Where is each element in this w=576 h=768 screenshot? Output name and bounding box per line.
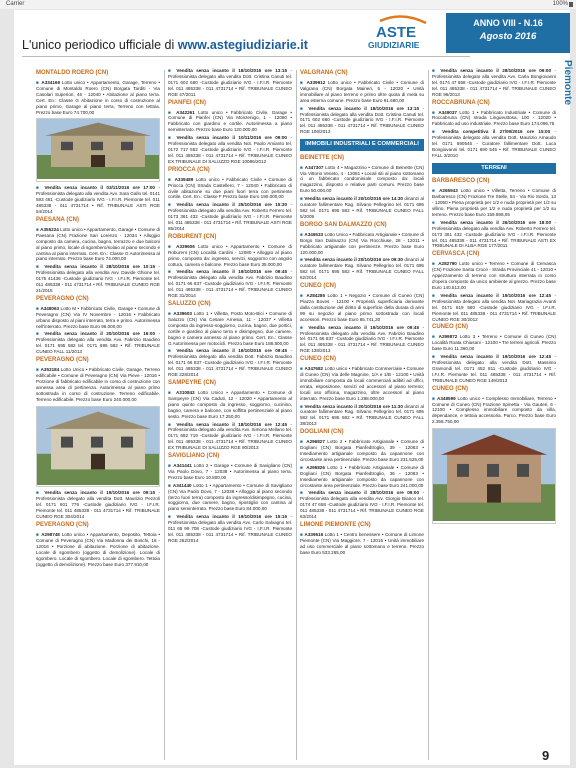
listing-text: Lotto unico • Appartamento, Deposito, Tettoia • Comune di Peveragno (CN) Via Madonna dei Boschi, 18 - 12016 • Porzione di abitazione. Porzione di abitazione. Locale di sgombero (oggetto di demolizione). Locale di sgombero. Locale di sgombero. Locale di sgombero. Tettoia (oggetto di demolizione). Prezzo base Euro 377.910,00: [36, 531, 160, 567]
listing-text: - Professionista delegato alla vendita Dott. Maurizio Pezzoli tel. 0171 601 776 -Custode giudiziario IVG - I.F.I.R. Piemonte tel. 011 485338 - 011 4731714 • Rif. TRIBUNALE CUNEO RGE 304/2014: [36, 490, 160, 520]
listing-lead: Vendita senza incanto il 03/11/2016 ore 17:00: [44, 185, 159, 191]
bullet-icon: ■: [432, 219, 441, 225]
listing-entry: [432, 129, 556, 159]
listing-lead: A347682: [304, 366, 325, 372]
listing-entry: [168, 202, 292, 232]
listing-entry: [432, 68, 556, 98]
listing-entry: [168, 244, 292, 268]
listing-lead: Vendita senza incanto il 19/10/2016 ore 09:15: [44, 490, 159, 496]
svg-text:GIUDIZIARIE: GIUDIZIARIE: [368, 40, 420, 50]
column-divider: [164, 70, 165, 760]
listing-entry: [432, 188, 556, 218]
listing-lead: Vendita senza incanto il 28/10/2016 ore 09:00: [440, 68, 555, 73]
listing-lead: A334169: [41, 80, 62, 85]
property-photo: [36, 406, 160, 488]
listing-text: - Professionista delegato alla vendita Dott. Cristina Canuti tel. 0171 602 660 -Custode giudiziario IVG - I.F.I.R. Piemonte tel. 011 485338 - 011 4731714 • Rif. TRIBUNALE CUNEO RGE 106/2013: [300, 105, 424, 135]
listing-lead: Vendita senza incanto il 28/10/2016 ore 10:15: [44, 264, 159, 270]
listing-lead: Vendita senza incanto il 19/10/2016 ore 09:45: [176, 269, 291, 275]
listing-lead: A353184: [40, 367, 61, 373]
listing-text: Lotto 1 • Villetta, Posto Moto-Bici • Comune di Saluzzo (CN) Via Cesare Arnesia, 11 - 12037 • Villetta composta da ingresso-soggiorno, cucina, bagno, due portici, cortile e giardino al piano terra e disimpegno, due camere, bagno e camera annesso al piano primo. Cert. En.: Classe G Autorimessa per motocicli. Prezzo base Euro 188.800,00: [168, 311, 292, 346]
issue-badge: [446, 13, 570, 53]
city-heading: PEVERAGNO (CN): [36, 521, 89, 528]
bullet-icon: ■: [432, 188, 440, 194]
listing-text: dinanzi al curatore fallimentare Rag. Silvano Pellegrino tel. 0171 695 582 tel. 0171 695 582 • Rif. TRIBUNALE CUNEO FALL 5/2009: [300, 196, 424, 219]
listing-lead: A265943: [439, 188, 461, 194]
bullet-icon: ■: [168, 421, 177, 427]
listing-entry: [300, 490, 424, 520]
listing-lead: A341441: [173, 463, 194, 469]
listing-text: Lotto unico • Fabbricato Commerciale • Comune di Cuneo (CN) Via delle Magnine, 1/A e 1/B - 12100 • Unità immobiliare composta da locali commerciali adibiti ad uffici, errata, esposizione, servizi ed accessori al piano terreno; locali uso officina, magazzino, oltre accessori al piano interrato. Prezzo base Euro 1.288.000,00: [300, 366, 424, 401]
listing-entry: [168, 348, 292, 378]
listing-lead: A348599: [437, 395, 458, 401]
bullet-icon: ■: [300, 80, 307, 85]
bullet-icon: ■: [36, 490, 45, 496]
listing-entry: [36, 490, 160, 520]
listing-lead: A339606: [176, 243, 199, 249]
listing-text: - Professionista delegato alla vendita Not. Mariagrazia Avanti tel. 0171 619 560 -Custode giudiziario IVG - I.F.I.R. Piemonte tel. 011 485338 - 011 4731714 • Rif. TRIBUNALE CUNEO RGE 30/2012: [432, 292, 556, 322]
listing-lead: Vendita senza incanto il 10/11/2016 ore 09:00: [176, 135, 291, 141]
city-heading: PAESANA (CN): [36, 216, 79, 223]
listing-lead: Vendita senza incanto il 19/10/2016 ore 12:45: [440, 354, 555, 360]
listing-entry: [432, 293, 556, 323]
bullet-icon: ■: [300, 464, 307, 470]
listing-text: - Professionista delegato alla vendita Avv. Sara Gallo tel. 0141 593 461 -Custode giudiziario IVG - I.F.I.R. Piemonte tel. 011 485338 - 011 4731714 • Rif. TRIBUNALE ASTI RGE 54/2014: [36, 185, 160, 214]
listing-lead: Vendita senza incanto il 20/10/2016 ore 14:30: [304, 196, 405, 202]
city-heading: CUNEO (CN): [300, 283, 336, 290]
listing-entry: [168, 177, 292, 201]
listing-text: - Professionista delegato alla vendita Avv. Giorgio Bianco tel. 0174 47 658 -Custode giudiziario IVG - I.F.I.R. Piemonte tel. 011 485338 - 011 4731714 • Rif. TRIBUNALE CUNEO RGE 63/2014: [300, 490, 424, 520]
listing-lead: A339603: [173, 311, 194, 316]
listing-lead: A346533: [304, 231, 325, 237]
listing-lead: Vendita senza incanto il 19/10/2016 ore 09:45: [308, 324, 423, 330]
listing-entry: [300, 325, 424, 355]
listing-text: Lotto unico • Terreno • Comune di Cervasca (CN) Frazione Santa Croce - Strada Provinciale 41 - 12010 • Appezzamento di terreno con struttura interrata in corso d'opera composto da unico ambiente al grezzo. Prezzo base Euro 140.513,00: [432, 261, 556, 290]
listing-text: Lotto unico • Fabbricato Civile, Garage • Comune di Pianfei (CN) Via Monzenigo, 1 - 12060 • Fabbricato con giardino e cortile. Autorimessa a piano seminterrato. Prezzo base Euro 120.000,00: [168, 109, 292, 133]
city-heading: PEVERAGNO (CN): [36, 357, 89, 364]
bullet-icon: ■: [300, 490, 309, 496]
bullet-icon: ■: [300, 105, 309, 111]
listing-entry: [168, 390, 292, 420]
bullet-icon: ■: [36, 531, 42, 537]
page-header: [14, 10, 570, 56]
bullet-icon: ■: [432, 129, 443, 135]
bullet-icon: ■: [300, 324, 309, 330]
listing-entry: [432, 396, 556, 426]
bullet-icon: ■: [168, 482, 173, 488]
listing-lead: Vendita competitiva il 27/09/2016 ore 15:00: [442, 129, 555, 135]
listing-entry: [36, 185, 160, 215]
listing-entry: [432, 261, 556, 291]
issue-number: ANNO VIII - N.16: [473, 18, 543, 28]
listing-text: - Professionista delegato alla vendita Dott. Maurizio Arnaudo tel. 0171 690545 - Curatore fallimentare Dott. Luca Bongiovanni tel. 0171 690 545 • Rif. TRIBUNALE CUNEO FALL 3/2010: [432, 129, 556, 158]
magazine-page: [14, 10, 573, 765]
listing-text: Lotto 1 • Appartamento • Comune di Savigliano (CN) Via Paolo Dovo, 7 - 12038 • Alloggio al piano secondo (terzo fuori terra) composto da ingresso/disimpegno, cucina, soggiorno, due camere, bagno, ripostiglio con cantina al piano seminterrato. Prezzo base Euro 84.000,00: [168, 482, 292, 512]
bullet-icon: ■: [300, 439, 307, 445]
city-heading: BARBARESCO (CN): [432, 178, 490, 185]
listing-lead: A299872: [438, 334, 460, 340]
listing-entry: [168, 135, 292, 165]
listing-text: Lotto unico • Complesso Immobiliare, Terreno • Comune di Cuneo (CN) Frazione Spinetta - Via Gauteri, 6 - 12100 • Complesso immobiliare composto da villa, dependance, e tettoia accessoria. Parco. Prezzo base Euro 2.358.750,00: [432, 395, 556, 425]
svg-text:ASTE: ASTE: [376, 24, 417, 41]
listing-lead: Vendita senza incanto il 18/10/2016 ore 12:45: [176, 421, 291, 427]
listing-column-2: [168, 68, 292, 743]
city-heading: MONTALDO ROERO (CN): [36, 70, 109, 76]
battery-icon: [569, 2, 573, 7]
listing-text: Lotto unico • Appartamento, Garage • Comune di Paesana (CN) Frazione San Lorenzo - 12034 • Alloggio composto da camera, cucina, bagno, terrazzo e due balconi al piano primo, locale di sgombero/solaio al piano secondo e cantina al piano interrato. Cert. En.: Classe G Autorimessa al piano interrato. Prezzo base Euro 74.000,00: [36, 226, 160, 262]
listing-column-1: [36, 68, 160, 743]
page-number: 9: [542, 748, 550, 763]
listing-lead: A349037: [438, 109, 460, 115]
listing-lead: Vendita senza incanto il 19/10/2016 ore 09:45: [176, 348, 291, 354]
bullet-icon: ■: [168, 243, 177, 249]
listing-entry: [432, 334, 556, 352]
bullet-icon: ■: [300, 366, 305, 372]
listing-lead: A284285: [306, 293, 328, 299]
listing-column-3: [300, 68, 424, 743]
bullet-icon: ■: [300, 231, 305, 237]
listing-text: - Professionista delegato alla vendita Dott. Cristina Canuti tel. 0171 602 660 -Custode giudiziario IVG - I.F.I.R. Piemonte tel. 011 485338 - 011 4731714 • Rif. TRIBUNALE CUNEO RGE 47/2011: [168, 68, 292, 97]
listing-entry: [300, 465, 424, 489]
bullet-icon: ■: [168, 311, 174, 316]
listing-lead: A355224: [40, 226, 61, 232]
bullet-icon: ■: [36, 264, 45, 270]
listing-lead: Vendita senza incanto il 20/10/2016 ore 16:00: [44, 331, 159, 337]
listing-text: - Professionista delegato alla vendita Avv. Carlo Salvagno tel. 011 65 99 708 -Custode giudiziario IVG - I.F.I.R. Piemonte tel. 011 485338 - 011 4731714 • Rif. TRIBUNALE CUNEO RGE 252/2014: [168, 514, 292, 543]
listing-lead: A341440: [172, 482, 194, 488]
listing-text: dinanzi al curatore fallimentare Rag. Silvano Pellegrino tel. 0171 695 582 tel. 0171 695 582 • Rif. TRIBUNALE CUNEO FALL 62/2014: [300, 257, 424, 281]
bullet-icon: ■: [432, 68, 441, 73]
bullet-icon: ■: [36, 80, 42, 85]
city-heading: SALUZZO (CN): [168, 301, 211, 307]
bullet-icon: ■: [168, 514, 177, 520]
city-heading: PRIOCCA (CN): [168, 166, 210, 173]
listing-lead: Vendita senza incanto il 20/10/2016 ore 11:30: [304, 403, 405, 409]
city-heading: BORGO SAN DALMAZZO (CN): [300, 221, 387, 228]
bullet-icon: ■: [168, 348, 177, 354]
listing-entry: [300, 257, 424, 281]
listing-entry: [168, 68, 292, 98]
listing-lead: Vendita senza incanto il 26/10/2016 ore 18:00: [440, 219, 555, 225]
listing-text: Lotto 1 • Negozio • Comune di Cuneo (CN) Piazza Boves - 12100 • Proprietà superficiaria derivante dalla costituzione del diritto di superficie della durata di anni 99 su negozio al piano primo sottostrada con locali accessori. Prezzo base Euro 85.741,20: [300, 293, 424, 322]
listing-text: - Professionista delegato alla vendita Avv. Carla Bongiovanni tel. 0174 47 658 -Custode giudiziario IVG - I.F.I.R. Piemonte tel. 011 485338 - 011 4731714 • Rif. TRIBUNALE CUNEO RGE 96/2013: [432, 68, 556, 97]
listing-lead: A296827: [306, 439, 328, 445]
listing-text: Lotto unico • Villetta, Terreno • Comune di Barbaresco (CN) Frazione Tre Stelle, 54 - Via Rio Sordo, 13 - 12050 • Piena proprietà per 1/2 e nuda proprietà per 1/2 su villino. Piena proprietà per 1/2 e nuda proprietà per 1/2 su terreno. Prezzo base Euro 159.898,05: [432, 188, 556, 217]
bullet-icon: ■: [432, 334, 439, 340]
listing-lead: A298748: [41, 531, 62, 537]
site-link[interactable]: www.astegiudiziarie.it: [177, 38, 308, 52]
listing-text: Lotto Unico • Fabbricato Civile, Garage, Terreno edificabile • Comune di Peveragno (CN) Via Pieve - 12016 • Porzione di fabbricato edificabile in corso di costruzione con annessa area di pertinenza. Autorimessa al piano primo sottostrada in corso di costruzione. Terreno edificabile. Terreno edificabile. Prezzo base Euro 240.000,00: [36, 367, 160, 402]
bullet-icon: ■: [300, 293, 307, 299]
listing-entry: [432, 354, 556, 384]
bullet-icon: ■: [36, 367, 41, 373]
listing-entry: [168, 311, 292, 346]
bullet-icon: ■: [300, 257, 305, 263]
listing-text: Lotto 1 • Fabbricato Artigianale • Comune di Dogliani (CN) Borgata Pianfedtroglio, 36 - 12063 • Insediamento artigianale composto da capannone con circostante area pertinenziale. Prezzo base Euro 241.000,00: [300, 464, 424, 488]
bullet-icon: ■: [168, 389, 176, 395]
city-heading: ROCCABRUNA (CN): [432, 99, 490, 106]
listing-entry: [168, 422, 292, 452]
listing-lead: A339489: [174, 176, 196, 182]
listing-entry: [168, 463, 292, 481]
bullet-icon: ■: [36, 185, 45, 191]
listing-entry: [432, 110, 556, 128]
listing-lead: Vendita senza incanto il 25/10/2016 ore 15:30: [176, 202, 291, 208]
listing-lead: A296826: [306, 464, 328, 470]
listing-lead: A347307: [304, 164, 326, 170]
city-heading: VALGRANA (CN): [300, 70, 348, 76]
listing-lead: Vendita senza incanto il 18/10/2016 ore 13:15: [176, 68, 291, 73]
bullet-icon: ■: [168, 109, 177, 115]
city-heading: CUNEO (CN): [432, 324, 468, 331]
listing-lead: A282790: [438, 261, 460, 267]
bullet-icon: ■: [36, 305, 41, 311]
bullet-icon: ■: [168, 202, 177, 208]
city-heading: PIANFEI (CN): [168, 99, 206, 106]
section-banner: IMMOBILI INDUSTRIALI E COMMERCIALI: [300, 139, 424, 151]
listing-text: Lotto 1 • Centro benessere • Comune di Limone Piemonte (CN) Via Maggiore, 7 - 12015 • Unità immobiliare ad uso commerciale al piano sottomano e terreno. Prezzo base Euro 533.265,00: [300, 531, 424, 555]
listing-entry: [36, 227, 160, 262]
listing-lead: A310843: [175, 389, 198, 395]
bullet-icon: ■: [168, 269, 177, 275]
listing-text: - Professionista delegato alla vendita Avv. Fabrizio Baudino tel. 0171 695 582 tel. 0171 695 582 • Rif. TRIBUNALE CUNEO FALL 11/2013: [36, 331, 160, 355]
city-heading: DOGLIANI (CN): [300, 429, 344, 436]
listing-lead: Vendita senza incanto il 28/10/2016 ore 09:00: [308, 490, 423, 496]
listing-text: Lotto 2 • Garage • Comune di Savigliano (CN) Via Paolo Dovo, 7 - 12038 • Autorimessa al piano terra. Prezzo base Euro 10.800,00: [168, 463, 292, 480]
listing-text: Lotto Unico • Appartamento • Comune di Sampeyre (CN) Via Caduti, 12 - 12020 • Appartamento al piano quinto composto da ingresso, soggiorno, cucinino, bagno, camera e balcone, con soffitta pertinenziale al piano sesto. Prezzo base Euro 17.250,00: [168, 389, 292, 419]
column-divider: [296, 70, 297, 760]
bullet-icon: ■: [300, 531, 305, 537]
city-heading: PEVERAGNO (CN): [36, 295, 89, 302]
listing-text: - Professionista delegato alla vendita Avv. Fabrizio Baudino tel. 0171 66 837 -Custode giudiziario IVG - I.F.I.R. Piemonte tel. 011 485338 - 011 4731714 • Rif. TRIBUNALE CUNEO RGE 31/2014: [168, 269, 292, 299]
bullet-icon: ■: [168, 176, 175, 182]
column-divider: [428, 70, 429, 760]
listing-text: - Professionista delegato alla vendita Avv. Roberto Ferrero tel. 0173 361 432 -Custode giudiziario IVG - I.F.I.R. Piemonte tel. 011 485338 - 011 4731714 • Rif. TRIBUNALE ASTI EX TRIBUNALE DI ALBA RGE 177/2011: [432, 219, 556, 249]
city-heading: CUNEO (CN): [300, 356, 336, 363]
listing-column-4: [432, 68, 556, 743]
listing-entry: [432, 220, 556, 250]
city-heading: ROBURENT (CN): [168, 233, 217, 240]
listing-entry: [300, 532, 424, 556]
bullet-icon: ■: [300, 196, 305, 202]
header-divider: [22, 56, 470, 57]
bullet-icon: ■: [432, 261, 439, 267]
listing-entry: [300, 293, 424, 323]
listing-entry: [300, 165, 424, 195]
listing-lead: A339912: [306, 80, 328, 85]
section-banner: TERRENI: [432, 163, 556, 175]
listing-text: Lotto unico • Appartamento • Comune di Roburent (CN) Località Cardini - 12080 • Alloggio al piano primo, composto da: ingresso, servizi, soggiorno con angolo cottura, camera e balcone. Prezzo base Euro 35.000,00: [168, 243, 292, 267]
listing-entry: [168, 110, 292, 134]
page-tagline: [22, 38, 308, 52]
listing-lead: A339516: [304, 531, 325, 537]
issue-date: Agosto 2016: [479, 31, 537, 42]
bullet-icon: ■: [168, 463, 174, 469]
property-photo: [432, 428, 556, 524]
listing-lead: Vendita senza incanto il 19/10/2016 ore 15:15: [176, 514, 291, 520]
listing-lead: A348063: [40, 305, 61, 311]
listing-lead: Vendita senza incanto il 20/10/2016 ore 09:30: [304, 257, 405, 263]
bullet-icon: ■: [432, 354, 441, 360]
tagline-prefix: L'unico periodico ufficiale di: [22, 38, 178, 52]
city-heading: CERVASCA (CN): [432, 251, 480, 258]
listing-text: Lotto 4 • Magazzino • Comune di Beinette (CN) Via Vittorio Veneto, 4 - 12081 • Locali siti al piano sottomano ci un fabbricato condominiale composto da: locali magazzino, disposto e relative parti comuni. Prezzo base Euro 50.000,00: [300, 164, 424, 194]
listing-entry: [168, 514, 292, 544]
bullet-icon: ■: [300, 164, 305, 170]
city-heading: SAMPEYRE (CN): [168, 379, 217, 386]
listing-entry: [300, 106, 424, 136]
listing-entry: [300, 404, 424, 428]
listing-text: Lotto 2 • Fabbricato Artigianale • Comune di Dogliani (CN) Borgata Pianfedtroglio, 39 - 12063 • Insediamento artigianale composto da capannone con circostante area pertinenziale. Prezzo base Euro 231.525,00: [300, 439, 424, 462]
listing-text: Lotto unico • Fabbricato Civile • Comune di Priocca (CN) Strada Castellero, 7 - 12040 • Fabbricato di civile abitazione su due piani fuori terra con pertinente cortile. Cert. En.: Classe F Prezzo base Euro 190.000,00: [168, 176, 292, 200]
listing-entry: [36, 367, 160, 402]
bullet-icon: ■: [432, 109, 439, 115]
listing-text: Lotto 1 • Fabbricato Industriale • Comune di Roccabruna (CN) strada Lingueuttosa, 100 - 12020 • Fabbricato ad uso industriale. Prezzo base Euro 174.096,75: [432, 109, 556, 127]
listing-entry: [168, 483, 292, 513]
bullet-icon: ■: [432, 395, 438, 401]
listing-entry: [300, 439, 424, 463]
bullet-icon: ■: [36, 331, 45, 337]
aste-giudiziarie-logo: [364, 15, 439, 53]
city-heading: SAVIGLIANO (CN): [168, 453, 220, 460]
carrier-label: Carrier: [6, 1, 25, 7]
listing-entry: [36, 306, 160, 330]
listing-entry: [36, 264, 160, 294]
listing-entry: [300, 366, 424, 401]
region-side-label: Piemonte: [562, 60, 573, 106]
listing-text: - Professionista delegato alla vendita Not. Paolo Amianto tel. 0172 717 552 -Custode giudiziario IVG - I.F.I.R. Piemonte tel. 011 485338 - 011 4731714 • Rif. TRIBUNALE CUNEO EX TRIBUNALE DI SALUZZO RGE 10086/2012: [168, 135, 292, 164]
listing-entry: [300, 232, 424, 256]
city-heading: CUNEO (CN): [432, 385, 468, 392]
listing-lead: Vendita senza incanto il 19/10/2016 ore 12:45: [440, 292, 555, 298]
listing-text: Lotto Unico • Fabbricato Artigianale • Comune di Borgo San Dalmazzo (CN) Via Rocchiuse, 28 - 12011 • Fabbricato artigianale con pertinenze. Prezzo base Euro 120.000,00: [300, 231, 424, 255]
listing-text: Lotto M • Fabbricato Civile, Garage • Comune di Peveragno (CN) Via IV Novembre - 12016 • Fabbricato urbano disposto al piani interrato, terra e primo. Autorimessa nell'interrato. Prezzo base Euro 96.000,00: [36, 305, 160, 329]
listing-entry: [300, 80, 424, 104]
listing-text: dinanzi al curatore fallimentare Rag. Silvano Pellegrino tel. 0171 695 582 tel. 0171 695 582 • Rif. TRIBUNALE CUNEO FALL 38/2013: [300, 403, 424, 427]
listing-text: Lotto unico • Fabbricato Civile • Comune di Valgrana (CN) Borgata Maineri, 5 - 12020 • Unità immobiliare al piano terreno e primo oltre quota di metà su area esterna comune. Prezzo base Euro 91.680,00: [300, 80, 424, 103]
listing-text: Lotto 3 • Terreno • Comune di Cuneo (CN) Località Roata Chiusani - 12100 • Tre terreni agricoli. Prezzo base Euro 11.360,00: [432, 334, 556, 352]
bullet-icon: ■: [36, 226, 41, 232]
bullet-icon: ■: [300, 403, 305, 409]
bullet-icon: ■: [432, 292, 441, 298]
listing-text: - Professionista delegato alla vendita Avv. Davide Ghione tel. 0175 41436 -Custode giudiziario IVG - I.F.I.R. Piemonte tel. 011 485338 - 011 4731714 • Rif. TRIBUNALE CUNEO RGE 21/2015: [36, 264, 160, 293]
listing-entry: [36, 80, 160, 115]
listing-text: - Professionista delegato alla vendita Avv. Simona Mellano tel. 0171 692 719 -Custode giudiziario IVG - I.F.I.R. Piemonte tel. 011 485338 - 011 4731714 • Rif. TRIBUNALE CUNEO EX TRIBUNALE DI SALUZZO RGE 90/2013: [168, 421, 292, 451]
bullet-icon: ■: [168, 135, 177, 141]
listing-text: - Professionista delegato alla vendita Avv. Fabrizio Baudino tel. 0171 66 837 -Custode giudiziario IVG - I.F.I.R. Piemonte tel. 011 485338 - 011 4731714 • Rif. TRIBUNALE CUNEO RGE 138/2013: [300, 324, 424, 354]
city-heading: BEINETTE (CN): [300, 154, 344, 161]
listing-text: Lotto unico • Appartamento, Garage, Terreno • Comune di Montaldo Roero (CN) Borgata Tarditi - Via Casolari Superiori, 46 - 12040 • Abitazione al piano terra. Cert. En.: Classe G Abitazione in corso di costruzione al piano primo, Garage al piano terra, Terreno con tettoia. Prezzo base Euro 74.700,00: [36, 80, 160, 115]
listing-lead: Vendita senza incanto il 18/10/2016 ore 13:15: [308, 105, 423, 111]
status-bar: [0, 0, 576, 9]
listing-text: - Professionista delegato alla vendita Dott. Massimo Gramondi tel. 0171 452 811 -Custode giudiziario IVG - I.F.I.R. Piemonte tel. 011 485338 - 011 4731714 • Rif. TRIBUNALE CUNEO RGE 149/2013: [432, 354, 556, 383]
property-photo: [36, 118, 160, 182]
listing-lead: A342261: [176, 109, 199, 115]
listing-entry: [36, 532, 160, 567]
listing-entry: [36, 331, 160, 355]
listing-entry: [300, 196, 424, 220]
city-heading: LIMONE PIEMONTE (CN): [300, 521, 371, 528]
listing-entry: [168, 269, 292, 299]
bullet-icon: ■: [168, 68, 177, 73]
listing-text: - Professionista delegato alla vendita Dott. Fabrizio Baudino tel. 0171 66 837 -Custode giudiziario IVG - I.F.I.R. Piemonte tel. 011 485338 - 011 4731714 • Rif. TRIBUNALE CUNEO RGE 228/2014: [168, 348, 292, 378]
listing-text: - Professionista delegato alla vendita Avv. Roberto Ferrero tel. 0173 361 432 -Custode giudiziario IVG - I.F.I.R. Piemonte tel. 011 485338 - 011 4731714 • Rif. TRIBUNALE ASTI RGE 85/2014: [168, 202, 292, 231]
battery-label: 100%: [552, 1, 568, 7]
